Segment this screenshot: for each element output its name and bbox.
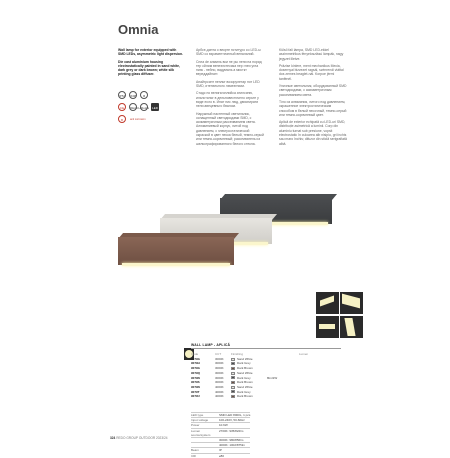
spec-row [191,417,250,422]
anti-corrosion-icon: ★ [118,115,126,123]
description-paragraph: Арбсе-дипта о векрте нституро со LED-ы SMD со взраментичнный вепалалий. [196,48,261,57]
ce-mark-icon: CE [118,103,126,111]
ik-rating-icon: IK08 [129,91,137,99]
reach-icon: REACH [129,103,137,111]
variant-cct: 4000K [215,384,224,389]
variant-cct: 3000K [215,380,224,385]
spec-key: Lumen source/system [191,428,211,437]
spec-value: 3000K: 980/856lm [219,438,244,443]
spec-row [191,437,250,442]
variant-finish: Dark Grey [237,389,251,394]
variant-code: 9079N [191,375,200,380]
finish-swatch [231,358,235,361]
light-effect-photo [316,292,339,314]
finish-swatch [231,386,235,389]
variant-finish: Dark Grey [237,375,251,380]
variant-code: 9079H [191,361,200,366]
table-row [191,394,308,399]
table-header: Lumen [299,352,309,356]
variant-cct: 4000K [215,389,224,394]
table-header: Code [191,352,199,356]
spec-value: SMD LED 8000L, 1 pcs [219,413,251,417]
variant-finish: Sand White [237,370,253,375]
finish-swatch [231,390,235,393]
variant-cct: 3000K [215,366,224,371]
spec-row [191,428,250,437]
spec-key [191,438,219,442]
variant-finish: Dark Brown [237,394,253,399]
light-effect-photo [340,292,363,314]
light-effect-photo [316,316,339,338]
table-header: Finishing [231,352,244,356]
finish-swatch [231,376,235,379]
variant-cct: 4000K [215,394,224,399]
spec-row [191,412,250,417]
description-paragraph: Aplică de exterior echipată cu LED-uri SMD, distribuție asimetrică a luminii. Corp din aluminiu turnat sub presiune, vopsit electrostatic în culoarea alb nisipiu, gri închis sau maro închis; difuzor din sticlă serigrafiată albă. [279,120,347,146]
variant-code: 9079G [191,366,201,371]
spec-row [191,442,250,447]
spec-value: 100-240V, 50-60Hz [219,418,245,423]
spec-key: LED type [191,413,204,417]
variant-code: 9079N [191,384,200,389]
variant-cct: 3000K [215,356,224,361]
spec-key: CRI [191,453,197,458]
page-title: Omnia [118,22,159,37]
spec-title: WALL LAMP - APLICĂ [191,343,231,347]
variant-code: 9079S [191,380,200,385]
led-icon: LED [151,103,159,111]
variant-cct: 3000K [215,370,224,375]
description-paragraph: Külső fali lámpa, SMD LED-ekkel aszimmetrikus fényeloszlású lámpák, nagy jegyzet illetve. [279,48,344,61]
dark-brown-lamp-image [118,237,234,265]
description-paragraph: Präzise kinlere, ment mechanikus Mecia, dosernyai bizzezet ragsál, szénrendi viáttal dos zemes beaglet-nál. Korpoe jérmi tanfénél. [279,63,344,81]
divider [191,348,341,349]
footer-text: REDO GROUP OUTDOOR 2023/24 [116,436,168,440]
variant-code: 9079T [191,389,200,394]
variant-finish: Dark Brown [237,366,253,371]
class-iii-icon: III [140,91,148,99]
variant-code: 9079Q [191,370,201,375]
certification-icons [118,91,178,127]
light-effect-photo [340,316,363,338]
spec-key: Beam [191,448,199,453]
anti-corrosion-label: anti corrosion [130,117,146,121]
variant-finish: Sand White [237,356,253,361]
spec-key [191,443,219,447]
description-paragraph: Тіло из алюминия, литого под давлением, окрашенное электростатическим способом в белый песочный, темно-серый или темно-коричневый цвет. [279,99,347,117]
description-paragraph: Уличные светильник, оборудованный SMD светодиодами, с асимметричным рассеиванием света. [279,84,347,97]
finish-swatch [231,395,235,398]
variant-finish: Dark Brown [237,380,253,385]
page-number: 324 [110,436,116,440]
variant-cct: 3000K [215,375,224,380]
variant-cct: 3000K [215,361,224,366]
table-header: CCT [215,352,222,356]
finish-swatch [231,372,235,375]
finish-swatch [231,367,235,370]
spec-key: Input voltage [191,418,209,423]
spec-value: 10.6W [219,423,228,428]
variant-code: 9079U [191,394,200,399]
lumen-note: 8lm/2W [267,375,278,380]
description-paragraph: Наружный настенный светильник, оснащенный светодиодами SMD, с асимметричным рассеиванием света. Алюминиевый корпус, литой под давлением, с электростатической окраской в цвет песка белый, темно-серый или темно-коричневый; рассеиватель из шелкографированного белого стекла. [196,111,264,146]
rohs-icon: RoHS [140,103,148,111]
description-ru [196,48,264,149]
description-en [118,48,184,80]
description-paragraph: Спла de алмиль вси не ры лени на порид тер сйлим вепеэлстесика пер глеи угла пиэк - пейно, вадумаль а мисткт вереддайнагт. [196,59,262,77]
variant-code: 9079G [191,356,201,361]
spec-value: ≥80 [219,453,224,458]
variant-finish: Dark Grey [237,361,251,366]
finish-swatch [231,362,235,365]
variant-finish-cell [231,394,263,399]
spec-value: IP [219,448,222,453]
description-paragraph: Die cast aluminium housing electrostatically painted in sand white, dark grey or dark brown; white silk printing glass diffuser. [118,59,180,77]
description-paragraph: Апайгрсинт непльт возорулетар нот LED SMD, итенэльного лзмеэгниии. [196,79,260,89]
spec-list [191,412,250,458]
ip-rating-icon: IP54 [118,91,126,99]
spec-value: 4000K: 1002/875lm [219,443,246,448]
spec-row [191,453,250,458]
spec-key: Power [191,423,200,428]
variants-table [191,352,308,399]
description-ro [279,48,347,149]
description-paragraph: Wall lamp for exterior equipped with SMD LEDs, asymmetric light dispersion. [118,48,184,57]
finish-swatch [231,381,235,384]
variant-finish: Sand White [237,384,253,389]
description-paragraph: Стадс по велигьтоплийса атилсиню, ильнстильт в дельновестичено серьте у виде есло в. Инат пис люд, двиспирати пели авецевньго бвалом. [196,91,259,109]
spec-value: 2700K: 935/822lm [219,428,244,433]
footer [110,436,168,440]
